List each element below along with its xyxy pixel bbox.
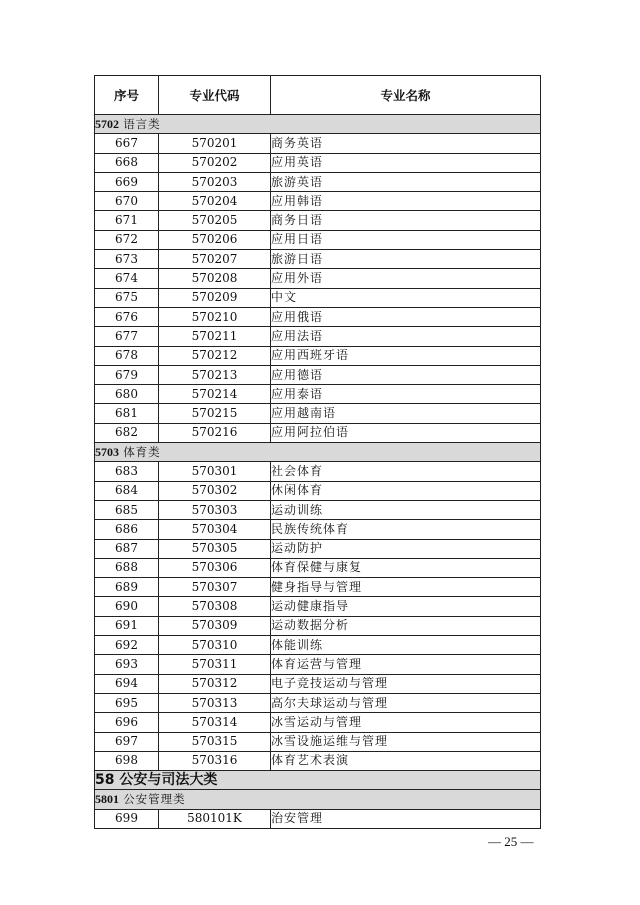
table-row: [95, 616, 541, 635]
row-major-name: 应用日语: [271, 230, 541, 249]
subcategory-cell: [95, 443, 541, 462]
row-major-code: 570202: [159, 153, 271, 172]
row-serial-number: 699: [95, 809, 159, 828]
table-row: [95, 597, 541, 616]
table-row: [95, 346, 541, 365]
row-serial-number: 673: [95, 250, 159, 269]
row-major-code: 570313: [159, 693, 271, 712]
subcategory-cell: [95, 790, 541, 809]
subcategory-row: [95, 443, 541, 462]
table-row: [95, 751, 541, 770]
row-major-name: 体育保健与康复: [271, 558, 541, 577]
row-major-code: 570306: [159, 558, 271, 577]
row-major-name: 应用西班牙语: [271, 346, 541, 365]
subcategory-row: [95, 790, 541, 809]
row-major-name: 应用阿拉伯语: [271, 423, 541, 442]
row-major-code: 570305: [159, 539, 271, 558]
header-major-name: 专业名称: [271, 76, 541, 115]
row-serial-number: 669: [95, 172, 159, 191]
row-major-name: 商务英语: [271, 134, 541, 153]
row-major-code: 570312: [159, 674, 271, 693]
subcategory-code: 5702: [95, 116, 119, 131]
table-row: [95, 192, 541, 211]
row-serial-number: 670: [95, 192, 159, 211]
table-row: [95, 134, 541, 153]
row-major-name: 应用外语: [271, 269, 541, 288]
row-major-name: 应用法语: [271, 327, 541, 346]
table-row: [95, 153, 541, 172]
row-major-code: 570208: [159, 269, 271, 288]
row-major-name: 冰雪设施运维与管理: [271, 732, 541, 751]
table-row: [95, 713, 541, 732]
row-serial-number: 677: [95, 327, 159, 346]
row-serial-number: 680: [95, 385, 159, 404]
row-major-name: 应用韩语: [271, 192, 541, 211]
subcategory-cell: [95, 115, 541, 134]
row-serial-number: 697: [95, 732, 159, 751]
subcategory-code: 5703: [95, 444, 119, 459]
row-major-name: 电子竞技运动与管理: [271, 674, 541, 693]
row-major-code: 570207: [159, 250, 271, 269]
row-major-name: 休闲体育: [271, 481, 541, 500]
row-major-name: 高尔夫球运动与管理: [271, 693, 541, 712]
row-serial-number: 692: [95, 636, 159, 655]
table-row: [95, 269, 541, 288]
header-major-code: 专业代码: [159, 76, 271, 115]
row-serial-number: 678: [95, 346, 159, 365]
row-serial-number: 687: [95, 539, 159, 558]
row-major-name: 体育艺术表演: [271, 751, 541, 770]
major-catalog-table: [94, 75, 541, 829]
row-serial-number: 681: [95, 404, 159, 423]
row-serial-number: 686: [95, 520, 159, 539]
row-major-code: 570307: [159, 578, 271, 597]
table-row: [95, 327, 541, 346]
row-major-code: 570315: [159, 732, 271, 751]
table-row: [95, 732, 541, 751]
subcategory-name: 体育类: [123, 444, 161, 459]
table-row: [95, 211, 541, 230]
row-major-code: 570214: [159, 385, 271, 404]
row-major-code: 570215: [159, 404, 271, 423]
row-major-code: 570211: [159, 327, 271, 346]
table-row: [95, 558, 541, 577]
table-row: [95, 365, 541, 384]
table-row: [95, 578, 541, 597]
row-major-code: 570309: [159, 616, 271, 635]
row-serial-number: 679: [95, 365, 159, 384]
row-serial-number: 683: [95, 462, 159, 481]
row-serial-number: 689: [95, 578, 159, 597]
row-major-name: 应用德语: [271, 365, 541, 384]
row-major-code: 570204: [159, 192, 271, 211]
table-row: [95, 423, 541, 442]
row-serial-number: 682: [95, 423, 159, 442]
row-major-name: 体育运营与管理: [271, 655, 541, 674]
row-serial-number: 698: [95, 751, 159, 770]
row-major-code: 580101K: [159, 809, 271, 828]
subcategory-code: 5801: [95, 792, 119, 807]
row-major-name: 运动健康指导: [271, 597, 541, 616]
row-major-name: 运动训练: [271, 500, 541, 519]
subcategory-name: 语言类: [123, 116, 161, 131]
table-row: [95, 520, 541, 539]
row-major-code: 570304: [159, 520, 271, 539]
row-serial-number: 676: [95, 307, 159, 326]
row-major-name: 应用俄语: [271, 307, 541, 326]
row-major-name: 旅游英语: [271, 172, 541, 191]
table-row: [95, 693, 541, 712]
category-title: 58 公安与司法大类: [95, 771, 541, 790]
row-major-name: 社会体育: [271, 462, 541, 481]
table-header: [95, 76, 541, 115]
row-serial-number: 671: [95, 211, 159, 230]
table-row: [95, 385, 541, 404]
row-major-name: 中文: [271, 288, 541, 307]
row-major-code: 570213: [159, 365, 271, 384]
row-major-code: 570308: [159, 597, 271, 616]
row-major-name: 运动数据分析: [271, 616, 541, 635]
table-row: [95, 655, 541, 674]
row-major-code: 570314: [159, 713, 271, 732]
row-serial-number: 694: [95, 674, 159, 693]
row-major-name: 应用英语: [271, 153, 541, 172]
table-body: [95, 115, 541, 829]
row-major-code: 570206: [159, 230, 271, 249]
row-major-name: 商务日语: [271, 211, 541, 230]
row-major-name: 体能训练: [271, 636, 541, 655]
row-major-code: 570316: [159, 751, 271, 770]
table-row: [95, 462, 541, 481]
table-row: [95, 250, 541, 269]
table-row: [95, 404, 541, 423]
row-serial-number: 693: [95, 655, 159, 674]
row-major-name: 应用越南语: [271, 404, 541, 423]
row-major-name: 健身指导与管理: [271, 578, 541, 597]
row-major-name: 治安管理: [271, 809, 541, 828]
table-row: [95, 674, 541, 693]
category-row: [95, 771, 541, 790]
row-major-code: 570212: [159, 346, 271, 365]
row-major-code: 570203: [159, 172, 271, 191]
row-major-code: 570302: [159, 481, 271, 500]
row-serial-number: 690: [95, 597, 159, 616]
row-major-code: 570301: [159, 462, 271, 481]
table-row: [95, 481, 541, 500]
row-serial-number: 695: [95, 693, 159, 712]
row-major-name: 应用泰语: [271, 385, 541, 404]
table-row: [95, 636, 541, 655]
table-row: [95, 539, 541, 558]
row-major-code: 570209: [159, 288, 271, 307]
table-row: [95, 809, 541, 828]
row-serial-number: 674: [95, 269, 159, 288]
table-row: [95, 500, 541, 519]
row-major-code: 570310: [159, 636, 271, 655]
subcategory-name: 公安管理类: [123, 792, 186, 807]
row-major-name: 冰雪运动与管理: [271, 713, 541, 732]
row-major-code: 570216: [159, 423, 271, 442]
row-serial-number: 685: [95, 500, 159, 519]
row-major-code: 570210: [159, 307, 271, 326]
row-serial-number: 672: [95, 230, 159, 249]
table-row: [95, 307, 541, 326]
row-major-code: 570205: [159, 211, 271, 230]
table-row: [95, 288, 541, 307]
row-major-code: 570201: [159, 134, 271, 153]
row-serial-number: 691: [95, 616, 159, 635]
subcategory-row: [95, 115, 541, 134]
row-major-name: 旅游日语: [271, 250, 541, 269]
page-number: — 25 —: [488, 834, 534, 849]
row-major-code: 570303: [159, 500, 271, 519]
table-row: [95, 230, 541, 249]
row-serial-number: 696: [95, 713, 159, 732]
row-major-name: 运动防护: [271, 539, 541, 558]
row-serial-number: 668: [95, 153, 159, 172]
row-serial-number: 667: [95, 134, 159, 153]
row-major-name: 民族传统体育: [271, 520, 541, 539]
row-serial-number: 688: [95, 558, 159, 577]
table-row: [95, 172, 541, 191]
row-major-code: 570311: [159, 655, 271, 674]
row-serial-number: 684: [95, 481, 159, 500]
row-serial-number: 675: [95, 288, 159, 307]
header-serial-number: 序号: [95, 76, 159, 115]
